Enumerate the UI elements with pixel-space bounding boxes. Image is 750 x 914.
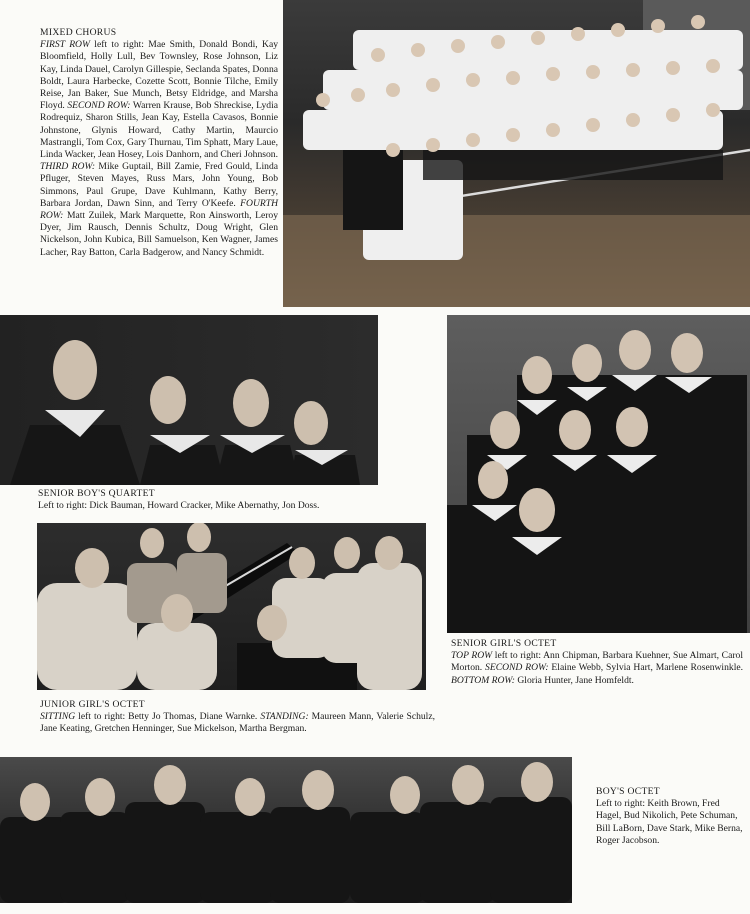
quartet-figures bbox=[0, 315, 378, 485]
junior-girls-octet-caption bbox=[40, 699, 435, 736]
bottom-row-names: Gloria Hunter, Jane Homfeldt. bbox=[514, 674, 634, 686]
sitting-label: SITTING bbox=[40, 711, 76, 723]
mixed-chorus-caption bbox=[40, 27, 278, 259]
boys-octet-title: BOY'S OCTET bbox=[596, 786, 660, 797]
junior-girls-octet-photo bbox=[37, 523, 426, 690]
senior-boys-quartet-title: SENIOR BOY'S QUARTET bbox=[38, 488, 155, 499]
senior-girls-figures bbox=[447, 315, 750, 633]
junior-girls-octet-title: JUNIOR GIRL'S OCTET bbox=[40, 699, 145, 710]
second-row-label: SECOND ROW: bbox=[67, 100, 131, 112]
junior-girls-figures bbox=[37, 523, 426, 690]
first-row-names: left to right: Mae Smith, Donald Bondi, Kay Bloomfield, Holly Lull, Bev Townsley, Rose Johnson, Liz Kay, Linda Dauel, Carolyn Gillespie, Seclanda Spates, Donna Boldt, Laura Harbecke, Cozette Scott, Bonnie Tilche, Emily Reise, Jan Baker, Sue Munch, Betsy Eldridge, and Marsha Floyd. bbox=[40, 39, 279, 112]
boys-octet-figures bbox=[0, 757, 572, 903]
second-row-names: Warren Krause, Bob Shreckise, Lydia Rodrequiz, Sharon Stills, Jean Kay, Estella Cavasos, Bonnie Johnstone, Glynis Howard, Cathy Martin, Maurcio Mastrangli, Tom Cox, Gary Thurnau, Tim Sphatt, Mary Laue, Linda Wacker, Jean Hosey, Lois Danhorn, and Cheri Johnson. bbox=[40, 100, 278, 161]
top-row-label: TOP ROW bbox=[451, 650, 493, 662]
boys-octet-caption bbox=[596, 786, 746, 847]
senior-boys-quartet-names: Left to right: Dick Bauman, Howard Cracker, Mike Abernathy, Jon Doss. bbox=[38, 500, 320, 512]
mixed-chorus-title: MIXED CHORUS bbox=[40, 27, 117, 38]
senior-girls-octet-title: SENIOR GIRL'S OCTET bbox=[451, 638, 557, 649]
senior-boys-quartet-caption bbox=[38, 488, 438, 512]
standing-names: Maureen Mann, Valerie Schulz, Jane Keating, Gretchen Henninger, Sue Mickelson, Martha Bergman. bbox=[40, 711, 435, 735]
top-row-names: left to right: Ann Chipman, Barbara Kuehner, Sue Almart, Carol Morton. bbox=[451, 650, 743, 674]
mixed-chorus-photo bbox=[283, 0, 750, 307]
senior-second-row-names: Elaine Webb, Sylvia Hart, Marlene Rosenwinkle. bbox=[548, 662, 744, 674]
third-row-label: THIRD ROW: bbox=[40, 161, 96, 173]
standing-label: STANDING: bbox=[260, 711, 309, 723]
first-row-label: FIRST ROW bbox=[40, 39, 90, 51]
third-row-names: Mike Guptail, Bill Zamie, Fred Gould, Linda Pfluger, Steven Mayes, Russ Mars, John Young, Bob Simmons, Paul Grupe, Dave Kuhlmann, Kathy Berry, Barbara Jordan, Dawn Sinn, and Terry O'Keefe. bbox=[40, 161, 278, 209]
senior-second-row-label: SECOND ROW: bbox=[485, 662, 549, 674]
fourth-row-names: Matt Zuilek, Mark Marquette, Ron Ainsworth, Leroy Dyer, Jim Rausch, Dennis Schultz, Doug Wright, Glen Nickelson, John Kubica, Bill Samuelson, Ken Wagner, James Lacher, Ray Batton, Carla Badgerow, and Nancy Schmidt. bbox=[40, 210, 278, 258]
sitting-names: left to right: Betty Jo Thomas, Diane Warnke. bbox=[75, 711, 261, 723]
senior-girls-octet-caption bbox=[451, 638, 743, 687]
senior-boys-quartet-photo bbox=[0, 315, 378, 485]
bottom-row-label: BOTTOM ROW: bbox=[451, 674, 515, 686]
boys-octet-photo bbox=[0, 757, 572, 903]
fourth-row-label: FOURTH ROW: bbox=[40, 197, 278, 222]
boys-octet-names: Left to right: Keith Brown, Fred Hagel, Bud Nikolich, Pete Schuman, Bill LaBorn, Dave Stark, Mike Berna, Roger Jacobson. bbox=[596, 798, 743, 846]
senior-girls-octet-photo bbox=[447, 315, 750, 633]
mixed-chorus-figures bbox=[283, 0, 750, 307]
